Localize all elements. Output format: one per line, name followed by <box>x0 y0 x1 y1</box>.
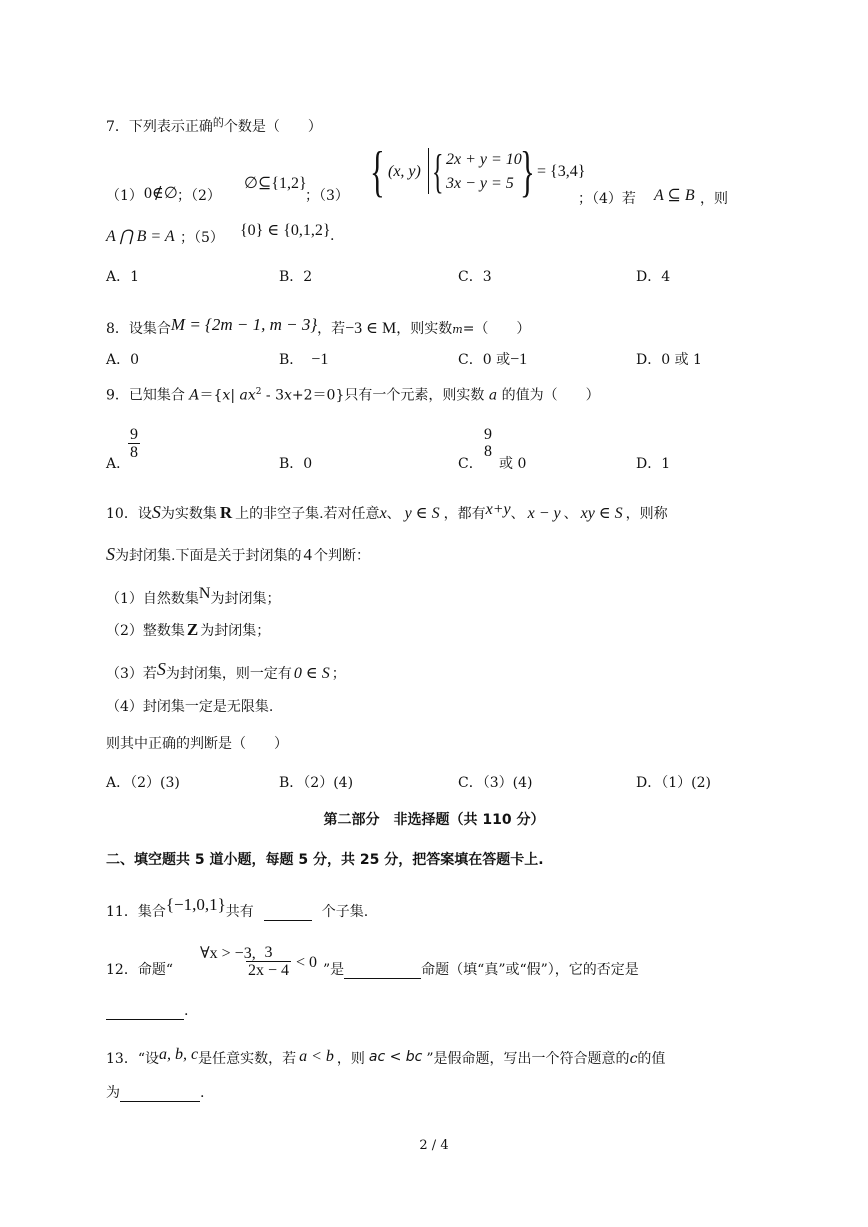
q7-stem-small: 的 <box>212 116 224 129</box>
q7-set-left-brace: { <box>370 141 385 203</box>
q7-stem-end: 个数是（ ） <box>223 119 322 135</box>
q13-t2: 是任意实数，若 <box>198 1051 297 1067</box>
q10-option-c: C．（3）(4) <box>458 775 533 791</box>
q7-line2-left <box>106 188 143 205</box>
q10-t5: ，都有 <box>443 506 486 522</box>
q9-t2: ＝{ <box>199 387 223 404</box>
q7-system-brace: { <box>432 145 444 198</box>
q9-var-x1: x <box>222 387 231 404</box>
q10-prod: xy ∈ S <box>580 505 623 522</box>
q10-judgement-4: （4）封闭集一定是无限集. <box>106 699 274 715</box>
q10-j2-set: Z <box>186 620 199 639</box>
q12-lt-zero: < 0 <box>296 954 318 971</box>
q10-t3: 上的非空子集.若对任意 <box>235 506 380 522</box>
q7-option-b: B．2 <box>279 269 313 285</box>
q12-den: 2x − 4 <box>248 962 290 979</box>
q7-item2-label: ；（2） <box>177 188 221 204</box>
q12-answer-blank-1[interactable] <box>344 964 421 979</box>
q8-then: ，则实数 <box>396 321 453 337</box>
section2-title: 二、填空题共 5 道小题，每题 5 分，共 25 分，把答案填在答题卡上. <box>106 852 544 868</box>
q13-ineq: ac < bc <box>368 1049 423 1065</box>
q12-answer-blank-2[interactable] <box>106 1005 184 1020</box>
q10-sum: x+y <box>485 501 511 518</box>
q8-option-b-label: B． <box>279 352 304 368</box>
q12-forall: ∀x > −3, <box>200 945 256 962</box>
q8-option-b <box>279 350 328 369</box>
q10-j1-b: 为封闭集； <box>210 591 281 607</box>
q10-l2-var-s: S <box>106 544 115 564</box>
q9-option-a-label: A． <box>106 456 131 472</box>
q11-answer-blank[interactable] <box>264 906 312 921</box>
q13-var-c: c <box>629 1051 638 1067</box>
q7-line3-end: . <box>330 228 335 244</box>
q7-line3-math1: A ⋂ B = A <box>106 228 175 245</box>
q8-option-c <box>458 350 527 369</box>
q10-option-a: A．（2）(3) <box>106 775 180 791</box>
q7-stem <box>106 116 322 136</box>
q13-stem <box>106 1045 665 1068</box>
q10-j1-set: N <box>198 585 211 602</box>
q13-t4: ”是假命题，写出一个符合题意的 <box>426 1051 630 1067</box>
q10-j3-var: S <box>156 659 166 679</box>
q13-cond: a < b <box>299 1048 334 1065</box>
q9-c-den: 8 <box>484 443 492 460</box>
q7-item5-label: ；（5） <box>180 230 224 246</box>
q11-set: {−1,0,1} <box>165 895 226 914</box>
q9-sup: 2 <box>255 387 262 397</box>
q10-option-b: B．（2）(4) <box>279 775 354 791</box>
q10-j1-a: （1）自然数集 <box>106 591 199 607</box>
q12-stem-mid <box>323 962 639 979</box>
q8-cond-math: −3 ∈ M <box>345 320 397 337</box>
q7-item1-math: 0∉∅ <box>144 185 178 202</box>
q7-item5-math: {0} ∈ {0,1,2} <box>240 222 331 239</box>
q10-l2-four: 4 <box>303 545 312 564</box>
q10-t1: 10．设 <box>106 506 152 522</box>
q7-set-right-brace: } <box>520 141 535 203</box>
q12-stem-start: 12．命题“ <box>106 962 173 978</box>
q11-t3: 个子集. <box>321 904 369 920</box>
q7-set-result: = {3,4} <box>537 163 586 180</box>
q10-l2-t1: 为封闭集.下面是关于封闭集的 <box>115 548 302 564</box>
q13-t1: 13．“设 <box>106 1051 159 1067</box>
q10-l2-t2: 个判断： <box>313 548 370 564</box>
q9-var-x2: x <box>284 387 292 404</box>
q10-t4: 、 <box>386 506 401 522</box>
q8-stem-end: =（ ） <box>462 321 531 337</box>
q9-t1: 9．已知集合 <box>106 387 190 404</box>
q10-set-r: R <box>219 503 233 522</box>
q10-j3-c: ； <box>331 666 346 682</box>
q10-j3-math: 0 ∈ S <box>293 665 330 682</box>
q7-set-xy: (x, y) <box>388 163 421 180</box>
q9-t4: - 3 <box>261 387 285 404</box>
q10-var-s: S <box>151 502 161 522</box>
q13-vars: a, b, c <box>158 1046 199 1063</box>
page-number: 2 / 4 <box>419 1138 449 1153</box>
q7-system-eq1: 2x + y = 10 <box>446 151 522 168</box>
q10-line2 <box>106 544 370 566</box>
q8-option-b-math: −1 <box>311 351 329 368</box>
q7-item1-label: （1） <box>106 188 143 204</box>
q10-diff: x − y <box>527 505 561 522</box>
q9-option-c-fraction <box>482 427 494 460</box>
q9-option-c-tail: 或 0 <box>499 456 527 472</box>
q13-l2-t1: 为 <box>106 1085 120 1101</box>
q8-set-math: M = {2m − 1, m − 3} <box>170 315 318 334</box>
q7-item2-math: ∅⊆{1,2} <box>244 175 307 192</box>
q9-c-num: 9 <box>484 426 492 443</box>
q8-if: ，若 <box>317 321 346 337</box>
q12-t3: 命题（填“真”或“假”），它的否定是 <box>421 962 639 978</box>
q12-t2: ”是 <box>323 962 345 978</box>
q9-t5: +2＝0}只有一个元素，则实数 <box>291 387 489 404</box>
q10-option-d: D．（1）(2) <box>636 775 711 791</box>
q10-judgement-1 <box>106 584 280 608</box>
q9-var-a-set: A <box>189 387 200 404</box>
q10-judgement-3 <box>106 659 346 683</box>
q8-stem <box>106 315 530 338</box>
q8-option-d: D．0 或 1 <box>636 352 702 368</box>
q10-j3-b: 为封闭集，则一定有 <box>165 666 292 682</box>
q12-num: 3 <box>264 944 273 961</box>
q12-fraction <box>246 945 291 979</box>
q9-a-den: 8 <box>130 444 138 461</box>
q10-judgement-2 <box>106 620 270 640</box>
q8-stem-text: 8．设集合 <box>106 321 171 337</box>
q7-option-a: A．1 <box>106 269 140 285</box>
q9-option-d: D．1 <box>636 456 671 472</box>
q7-item4-then: ，则 <box>700 191 728 207</box>
q10-t6: 、 <box>510 506 525 522</box>
q10-ask: 则其中正确的判断是（ ） <box>106 736 288 752</box>
q7-item4-math: A ⊆ B <box>654 187 695 204</box>
q9-option-a-fraction <box>128 427 140 461</box>
q7-option-d: D．4 <box>636 269 671 285</box>
q7-option-c: C．3 <box>458 269 492 285</box>
q10-cond: y ∈ S <box>404 505 440 522</box>
q8-option-c-math: −1 <box>510 351 528 368</box>
q12-t4: . <box>184 1003 189 1019</box>
q10-t7: 、 <box>563 506 578 522</box>
q13-answer-blank[interactable] <box>120 1087 200 1102</box>
q11-t2: 共有 <box>225 904 254 920</box>
q7-item3-label: ；（3） <box>305 188 349 204</box>
q13-t5: 的值 <box>637 1051 666 1067</box>
q10-stem <box>106 500 668 524</box>
q11-stem <box>106 895 368 921</box>
q7-stem-text: 7．下列表示正确 <box>106 119 213 135</box>
q10-var-x: x <box>379 505 387 522</box>
q8-option-c-label: C．0 或 <box>458 352 511 368</box>
q9-a-num: 9 <box>130 426 138 443</box>
q13-line2 <box>106 1085 204 1102</box>
q7-set-divider <box>428 148 429 194</box>
q9-t3: | <box>230 387 240 404</box>
q10-j2-b: 为封闭集； <box>200 623 271 639</box>
q10-j2-a: （2）整数集 <box>106 623 185 639</box>
part2-title: 第二部分 非选择题（共 110 分） <box>323 812 545 828</box>
q10-t2: 为实数集 <box>160 506 217 522</box>
q10-t8: ，则称 <box>625 506 668 522</box>
q9-stem <box>106 387 600 404</box>
q8-option-a: A．0 <box>106 352 140 368</box>
q12-line2 <box>106 1003 188 1020</box>
q13-t3: ，则 <box>336 1051 365 1067</box>
q7-system-eq2: 3x − y = 5 <box>446 175 514 192</box>
q9-option-b: B．0 <box>279 456 313 472</box>
q13-l2-t2: . <box>200 1085 205 1101</box>
q7-item4-label: ；（4）若 <box>578 191 636 207</box>
q9-t6: 的值为（ ） <box>497 387 600 404</box>
q11-t1: 11．集合 <box>106 904 166 920</box>
q10-j3-a: （3）若 <box>106 666 157 682</box>
q9-var-ax: ax <box>239 387 256 404</box>
q8-var-m: m <box>452 323 463 336</box>
q9-option-c-label: C． <box>458 456 483 472</box>
q9-var-a: a <box>488 387 498 404</box>
